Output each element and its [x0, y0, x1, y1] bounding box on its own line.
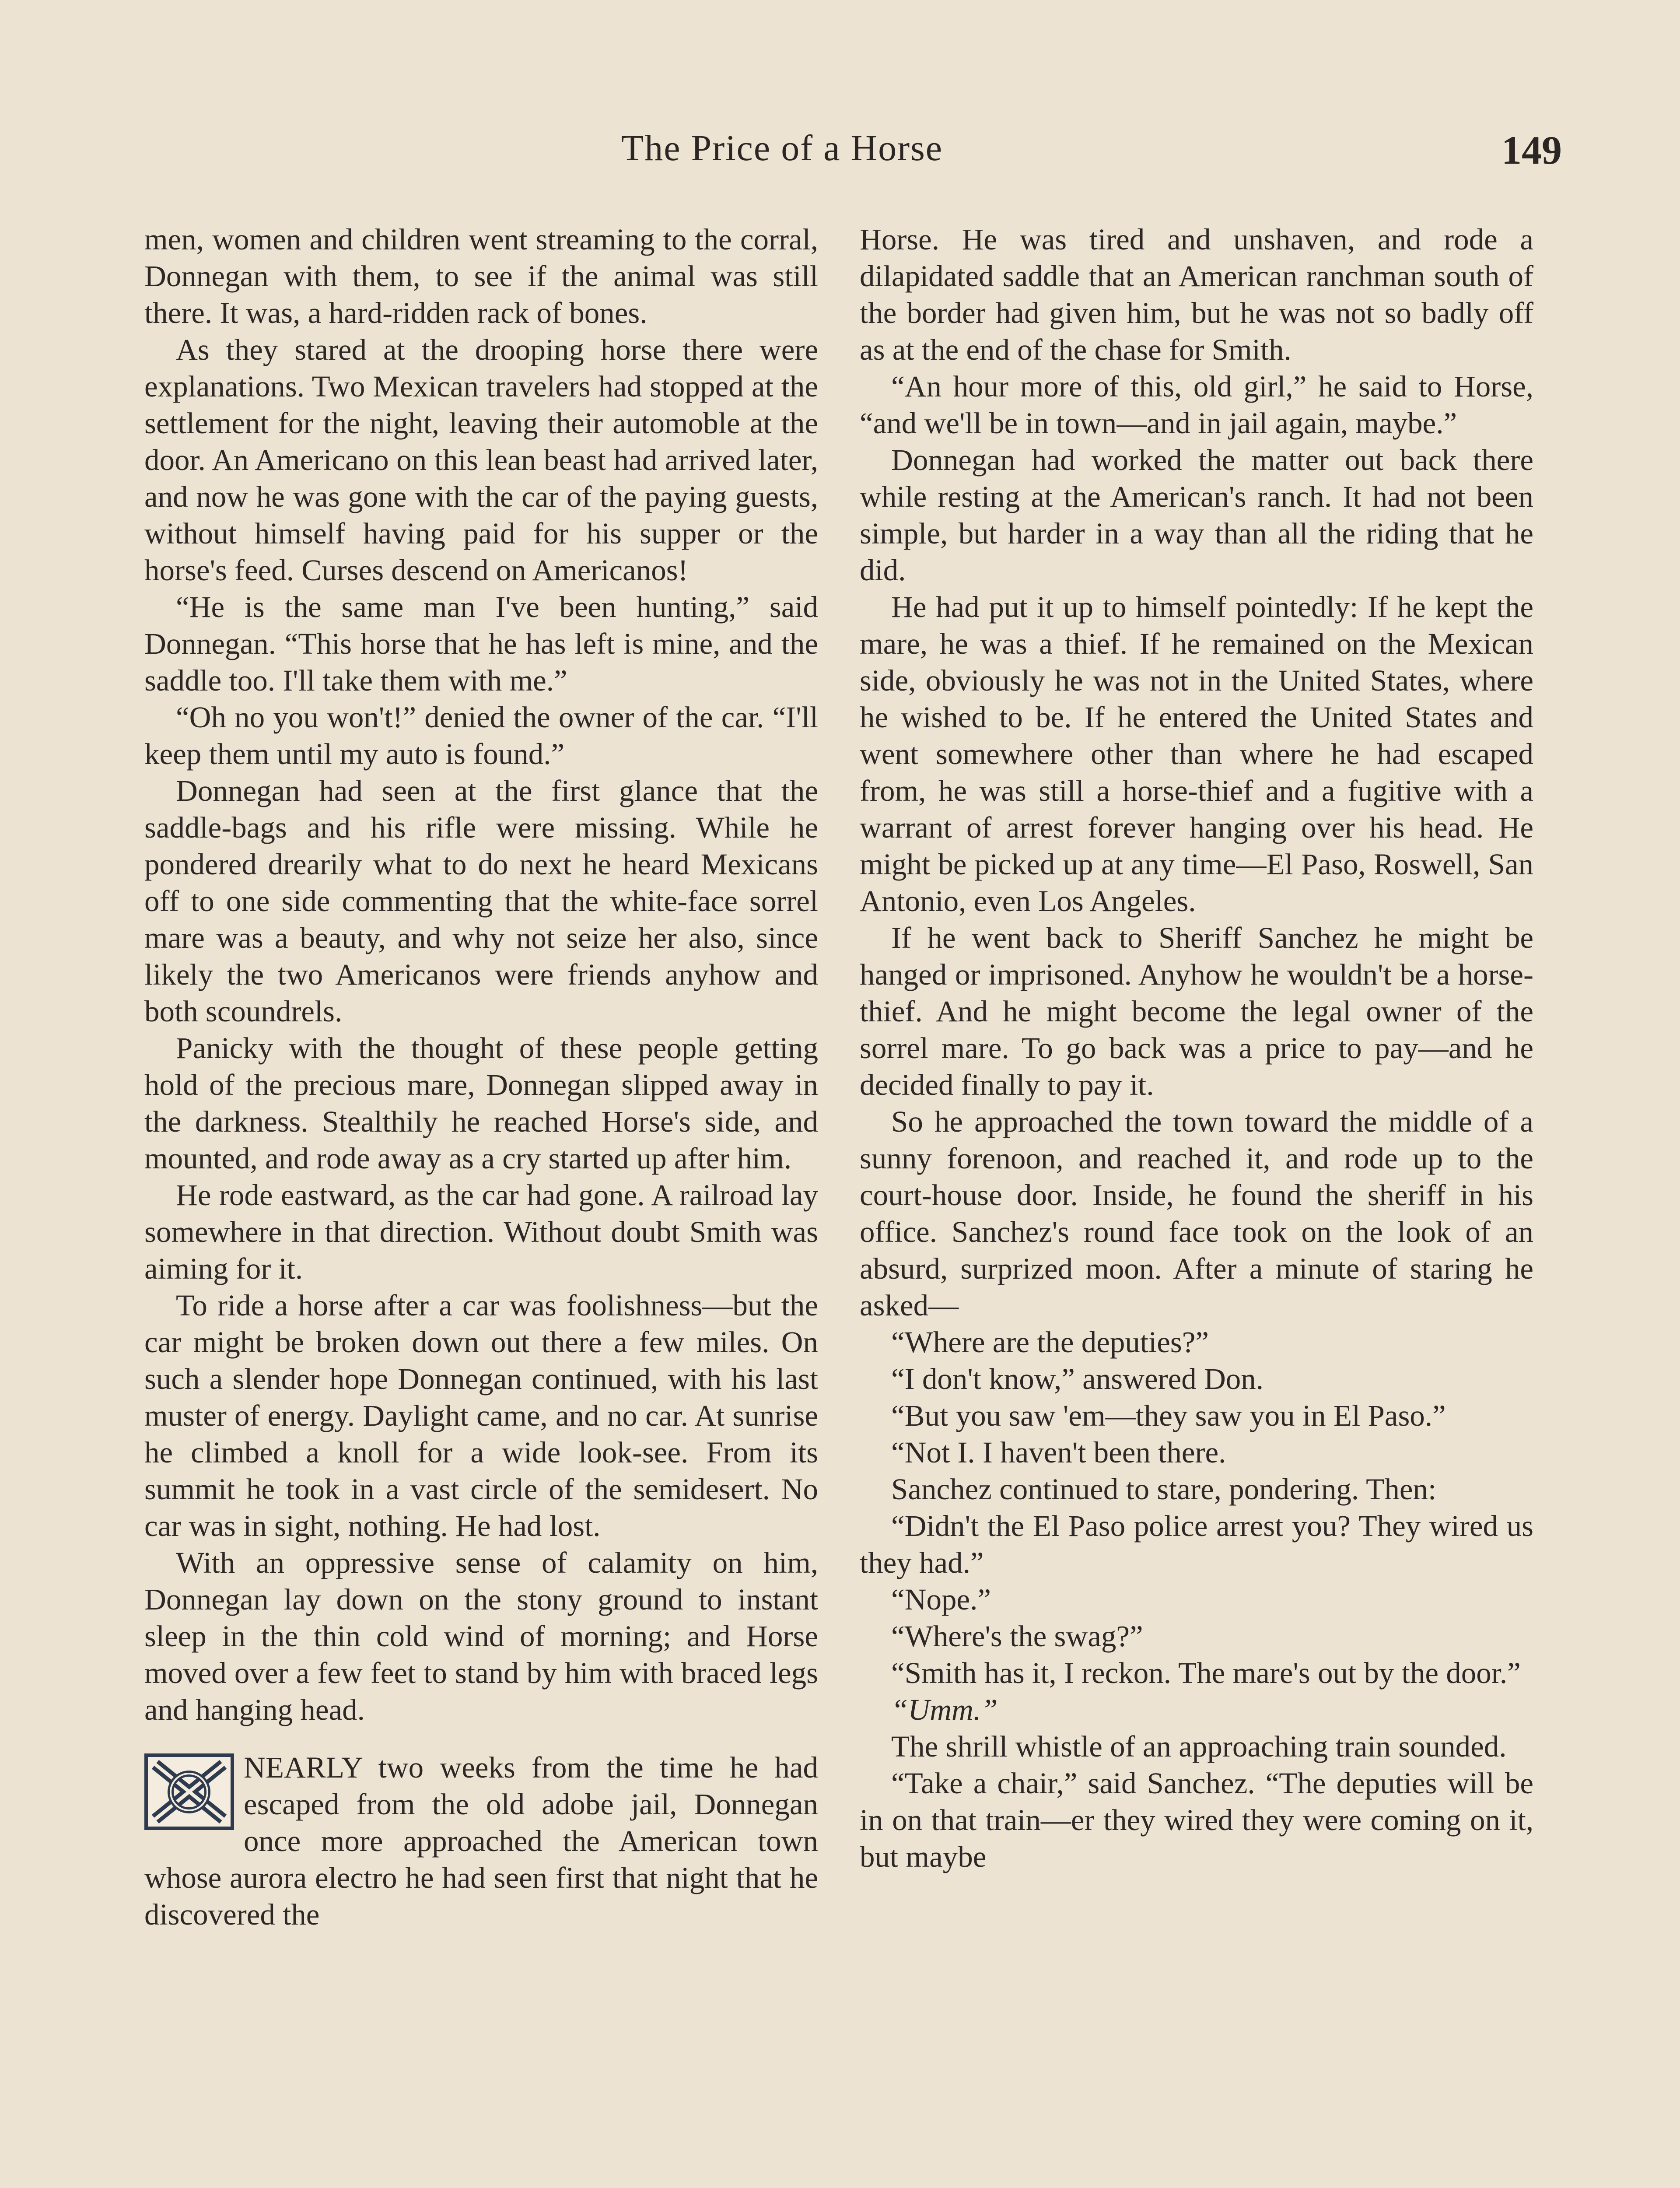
- dialogue-line: “But you saw 'em—they saw you in El Paso.”: [891, 1399, 1446, 1432]
- running-title: The Price of a Horse: [621, 128, 943, 168]
- paragraph: “He is the same man I've been hunting,” said Donnegan. “This horse that he has left is mine, and the saddle too. I'll take them with me.”: [144, 590, 818, 697]
- paragraph: To ride a horse after a car was foolishness—but the car might be broken down out there a few miles. On such a slender hope Donnegan continued, with his last muster of energy. Daylight came, and no car. At sunrise he climbed a knoll for a wide look-see. From its summit he took in a vast circle of the semidesert. No car was in sight, nothing. He had lost.: [144, 1289, 818, 1543]
- paragraph: With an oppressive sense of calamity on him, Donnegan lay down on the stony ground to instant sleep in the thin cold wind of morning; and Horse moved over a few feet to stand by him with braced legs and hanging head.: [144, 1546, 818, 1726]
- paragraph: So he approached the town toward the middle of a sunny forenoon, and reached it, and rode up to the court-house door. Inside, he found the sheriff in his office. Sanchez's round face took on the look of an absurd, surprized moon. After a minute of staring he asked—: [860, 1105, 1533, 1322]
- dialogue-line: “Nope.”: [891, 1583, 991, 1616]
- paragraph: The shrill whistle of an approaching train sounded.: [891, 1730, 1507, 1763]
- paragraph: “Take a chair,” said Sanchez. “The deputies will be in on that train—er they wired they were coming on it, but maybe: [860, 1767, 1533, 1873]
- paragraph-text: NEARLY two weeks from the time he had escaped from the old adobe jail, Donnegan once more approached the American town whose aurora electro he had seen first that night that he discovered the: [144, 1751, 818, 1931]
- paragraph: If he went back to Sheriff Sanchez he might be hanged or imprisoned. Anyhow he wouldn't be a horse-thief. And he might become the legal owner of the sorrel mare. To go back was a price to pay—and he decided finally to pay it.: [860, 921, 1533, 1101]
- page-header: [621, 127, 1562, 193]
- dialogue-line: “Smith has it, I reckon. The mare's out by the door.”: [891, 1656, 1521, 1690]
- left-column: [144, 221, 818, 1933]
- dialogue-line: “Umm.”: [891, 1693, 998, 1726]
- paragraph: “An hour more of this, old girl,” he said to Horse, “and we'll be in town—and in jail again, maybe.”: [860, 370, 1533, 440]
- dialogue-line: “Where are the deputies?”: [891, 1325, 1209, 1359]
- dialogue-line: “I don't know,” answered Don.: [891, 1362, 1264, 1396]
- dialogue-line: “Where's the swag?”: [891, 1620, 1143, 1653]
- paragraph: Horse. He was tired and unshaven, and rode a dilapidated saddle that an American ranchman south of the border had given him, but he was not so badly off as at the end of the chase for Smith.: [860, 223, 1533, 366]
- dialogue-line: “Didn't the El Paso police arrest you? They wired us they had.”: [860, 1509, 1533, 1579]
- paragraph: Donnegan had worked the matter out back there while resting at the American's ranch. It had not been simple, but harder in a way than all the riding that he did.: [860, 443, 1533, 587]
- paragraph: Sanchez continued to stare, pondering. Then:: [891, 1473, 1437, 1506]
- paragraph: He had put it up to himself pointedly: If he kept the mare, he was a thief. If he remained on the Mexican side, obviously he was not in the United States, where he wished to be. If he entered the United States and went somewhere other than where he had escaped from, he was still a horse-thief and a fugitive with a warrant of arrest forever hanging over his head. He might be picked up at any time—El Paso, Roswell, San Antonio, even Los Angeles.: [860, 590, 1533, 918]
- dropcap-paragraph: [144, 1749, 818, 1933]
- paragraph: As they stared at the drooping horse there were explanations. Two Mexican travelers had stopped at the settlement for the night, leaving their automoble at the door. An Americano on this lean beast had arrived later, and now he was gone with the car of the paying guests, without himself having paid for his supper or the horse's feed. Curses descend on Americanos!: [144, 333, 818, 587]
- dialogue-line: “Not I. I haven't been there.: [891, 1436, 1226, 1469]
- right-column: [860, 221, 1533, 1875]
- paragraph: “Oh no you won't!” denied the owner of the car. “I'll keep them until my auto is found.”: [144, 701, 818, 771]
- paragraph: He rode eastward, as the car had gone. A railroad lay somewhere in that direction. Without doubt Smith was aiming for it.: [144, 1178, 818, 1285]
- paragraph: Donnegan had seen at the first glance that the saddle-bags and his rifle were missing. While he pondered drearily what to do next he heard Mexicans off to one side commenting that the white-face sorrel mare was a beauty, and why not seize her also, since likely the two Americanos were friends anyhow and both scoundrels.: [144, 774, 818, 1028]
- paragraph: Panicky with the thought of these people getting hold of the precious mare, Donnegan slipped away in the darkness. Stealthily he reached Horse's side, and mounted, and rode away as a cry started up after him.: [144, 1031, 818, 1175]
- page-number: 149: [1502, 128, 1562, 172]
- paragraph: men, women and children went streaming to the corral, Donnegan with them, to see if the animal was still there. It was, a hard-ridden rack of bones.: [144, 223, 818, 330]
- ornamental-knot-icon: [144, 1753, 234, 1830]
